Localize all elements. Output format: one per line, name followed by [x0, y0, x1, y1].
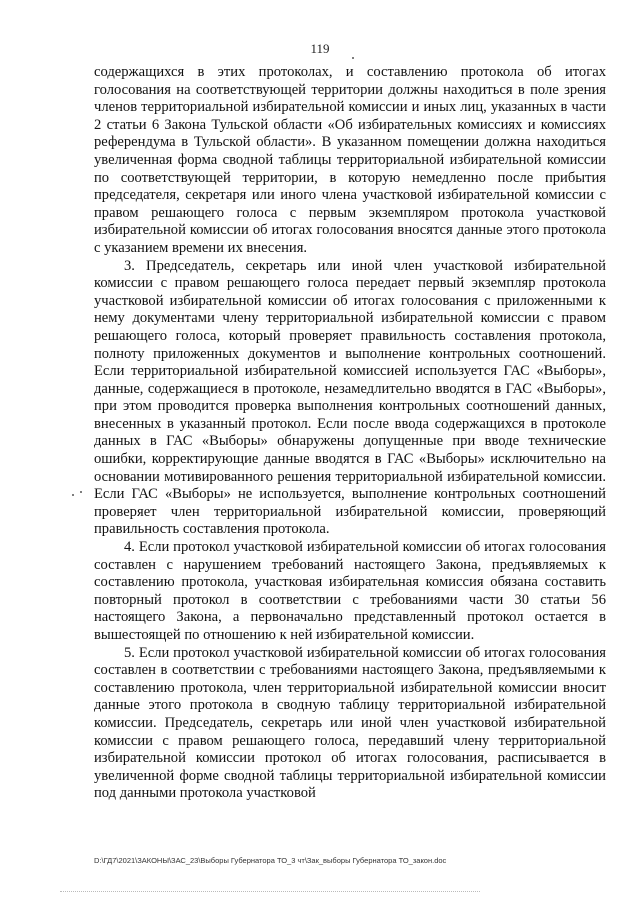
- scan-artifact-dot: [72, 494, 74, 496]
- paragraph-5: 5. Если протокол участковой избирательной комиссии об итогах голосования составлен в соответствии с требованиями настоящего Закона, предъявляемыми к составлению протокола, член территориальной избирательной комиссии вносит данные этого протокола в сводную таблицу территориальной избирательной комиссии. Председатель, секретарь или иной член участковой избирательной комиссии с правом решающего голоса, передавший члену территориальной избирательной комиссии протокол об итогах голосования, расписывается в увеличенной форме сводной таблицы территориальной избирательной комиссии под данными протокола участковой: [94, 644, 606, 802]
- paragraph-4: 4. Если протокол участковой избирательной комиссии об итогах голосования составлен с нарушением требований настоящего Закона, предъявляемых к составлению протокола, участковая избирательная комиссия обязана составить повторный протокол в соответствии с требованиями части 30 статьи 56 настоящего Закона, а первоначально представленный протокол остается в вышестоящей по отношению к ней избирательной комиссии.: [94, 539, 606, 643]
- footer-file-path: D:\ГД7\2021\ЗАКОНЫ\ЗАС_23\Выборы Губернатора ТО_3 чт\Зак_выборы Губернатора ТО_закон.doc: [94, 856, 447, 865]
- paragraph-continuation: содержащихся в этих протоколах, и составлению протокола об итогах голосования на соответствующей территории должны находиться в поле зрения членов территориальной избирательной комиссии и иных лиц, указанных в части 2 статьи 6 Закона Тульской области «Об избирательных комиссиях и комиссиях референдума в Тульской области». В указанном помещении должна находиться увеличенная форма сводной таблицы территориальной избирательной комиссии по соответствующей территории, в которую немедленно после прибытия председателя, секретаря или иного члена участковой избирательной комиссии с правом решающего голоса с первым экземпляром протокола участковой избирательной комиссии об итогах голосования вносятся данные этого протокола с указанием времени их внесения.: [94, 64, 606, 256]
- scan-artifact-dot: [80, 491, 82, 493]
- paragraph-3: 3. Председатель, секретарь или иной член участковой избирательной комиссии с правом решающего голоса передает первый экземпляр протокола участковой избирательной комиссии об итогах голосования с приложенными к нему документами члену территориальной избирательной комиссии с правом решающего голоса, который проверяет правильность составления протокола, полноту приложенных документов и выполнение контрольных соотношений. Если территориальной избирательной комиссией используется ГАС «Выборы», данные, содержащиеся в протоколе, незамедлительно вводятся в ГАС «Выборы», при этом проводится проверка выполнения контрольных соотношений данных, внесенных в указанный протокол. Если после ввода содержащихся в протоколе данных в ГАС «Выборы» обнаружены допущенные при вводе технические ошибки, корректирующие данные вводятся в ГАС «Выборы» исключительно на основании мотивированного решения территориальной избирательной комиссии. Если ГАС «Выборы» не используется, выполнение контрольных соотношений проверяет член территориальной избирательной комиссии, проверяющий правильность составления протокола.: [94, 257, 606, 538]
- scan-artifact-dot: [352, 57, 354, 59]
- page-number: 119: [310, 41, 330, 56]
- document-body: [94, 64, 606, 803]
- scan-artifact-line: [60, 891, 480, 893]
